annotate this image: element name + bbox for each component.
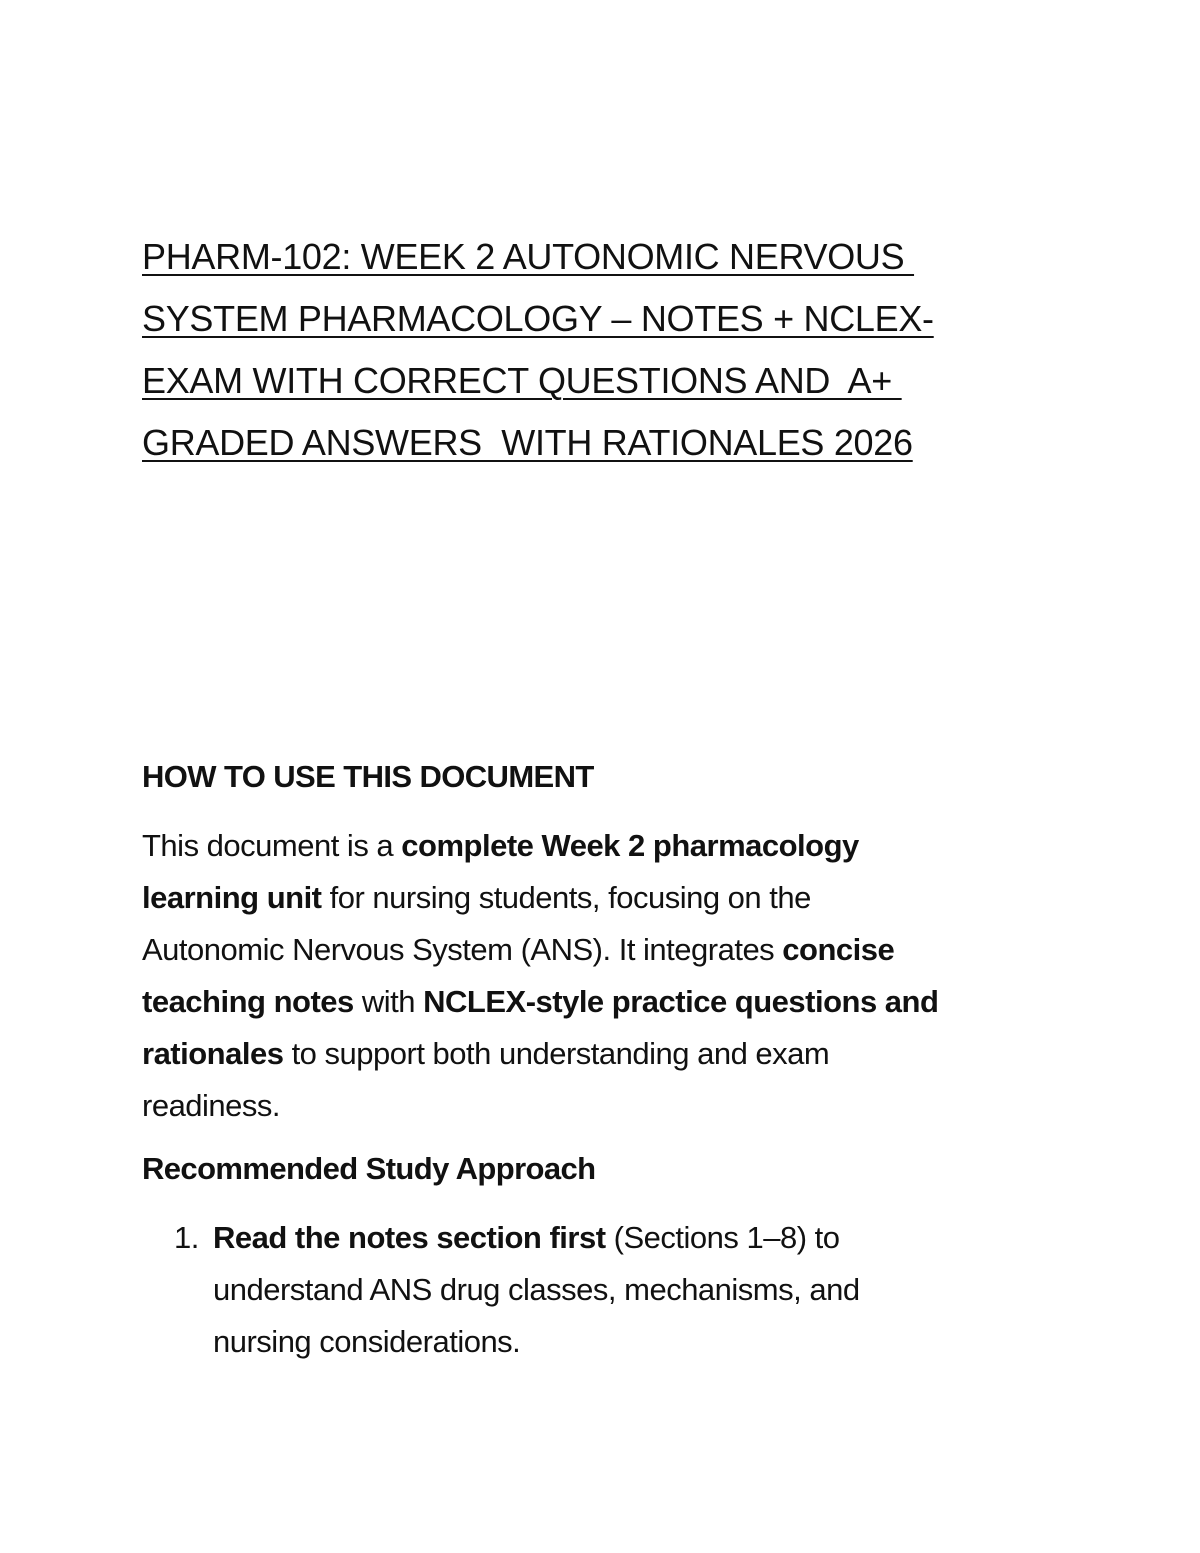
study-steps-list — [142, 1212, 1072, 1368]
list-item: 1. Read the notes section first (Sections 1–8) to understand ANS drug classes, mechanisms, and nursing considerations. — [142, 1212, 1072, 1368]
title-line: SYSTEM PHARMACOLOGY – NOTES + NCLEX- — [142, 298, 934, 339]
how-to-use-heading: HOW TO USE THIS DOCUMENT — [142, 759, 594, 794]
title-line: PHARM-102: WEEK 2 AUTONOMIC NERVOUS — [142, 236, 915, 277]
document-title — [142, 226, 1062, 474]
title-line: EXAM WITH CORRECT QUESTIONS AND A+ — [142, 360, 902, 401]
study-approach-heading: Recommended Study Approach — [142, 1151, 596, 1186]
intro-paragraph: This document is a complete Week 2 pharmacology learning unit for nursing students, focusing on the Autonomic Nervous System (ANS). It integrates concise teaching notes with NCLEX-style practice questions and rationales to support both understanding and exam readiness. — [142, 828, 939, 1123]
title-line: GRADED ANSWERS WITH RATIONALES 2026 — [142, 422, 913, 463]
list-item-number: 1. — [174, 1220, 199, 1255]
